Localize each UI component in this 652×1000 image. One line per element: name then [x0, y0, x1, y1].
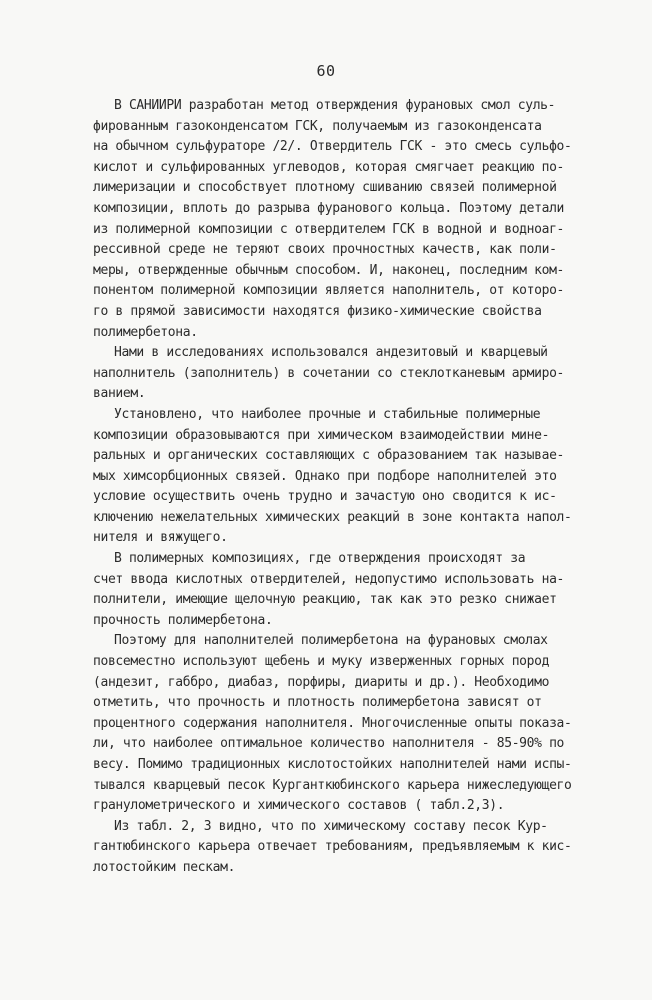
paragraph: [93, 405, 593, 549]
text-line: В САНИИРИ разработан метод отверждения фурановых смол суль-: [114, 98, 556, 113]
text-line: гантюбинского карьера отвечает требованиям, предъявляемым к кис-: [93, 839, 572, 855]
text-line: гранулометрического и химического составов ( табл.2,3).: [93, 798, 505, 814]
text-line: ли, что наиболее оптимальное количество наполнителя - 85-90% по: [93, 736, 565, 752]
text-line: композиции, вплоть до разрыва фуранового кольца. Поэтому детали: [93, 200, 565, 216]
text-line: кислот и сульфированных углеводов, которая смягчает реакцию по-: [93, 159, 565, 175]
body-text: [93, 96, 593, 879]
text-line: ральных и органических составляющих с образованием так называе-: [93, 448, 565, 464]
text-line: условие осуществить очень трудно и зачастую оно сводится к ис-: [93, 489, 557, 505]
text-line: го в прямой зависимости находятся физико-химические свойства: [93, 303, 542, 319]
text-line: повсеместно используют щебень и муку изверженных горных пород: [93, 654, 550, 670]
text-line: полимербетона.: [93, 324, 198, 340]
text-line: Установлено, что наиболее прочные и стабильные полимерные: [114, 406, 541, 422]
text-line: полнители, имеющие щелочную реакцию, так как это резко снижает: [93, 592, 557, 608]
text-line: мых химсорбционных связей. Однако при подборе наполнителей это: [93, 468, 557, 484]
text-line: меры, отвержденные обычным способом. И, наконец, последним ком-: [93, 262, 565, 278]
text-line: фированным газоконденсатом ГСК, получаемым из газоконденсата: [93, 118, 542, 134]
text-line: ванием.: [93, 386, 146, 402]
paragraph: [93, 96, 593, 343]
text-line: Поэтому для наполнителей полимербетона на фурановых смолах: [114, 633, 548, 649]
text-line: отметить, что прочность и плотность полимербетона зависят от: [93, 695, 542, 711]
text-line: наполнитель (заполнитель) в сочетании со стеклотканевым армиро-: [93, 365, 565, 381]
text-line: весу. Помимо традиционных кислотостойких наполнителей нами испы-: [93, 757, 572, 772]
paragraph: [93, 343, 593, 405]
paragraph: [93, 817, 593, 879]
text-line: тывался кварцевый песок Курганткюбинского карьера нижеследующего: [93, 777, 572, 793]
page-number: 60: [316, 62, 336, 80]
text-line: прочность полимербетона.: [93, 612, 273, 628]
text-line: ключению нежелательных химических реакций в зоне контакта напол-: [93, 509, 572, 525]
text-line: Нами в исследованиях использовался андезитовый и кварцевый: [114, 345, 548, 361]
text-line: процентного содержания наполнителя. Многочисленные опыты показа-: [93, 715, 572, 731]
text-line: композиции образовываются при химическом взаимодействии мине-: [93, 427, 550, 443]
text-line: рессивной среде не теряют своих прочностных качеств, как поли-: [93, 242, 557, 258]
text-line: на обычном сульфураторе /2/. Отвердитель ГСК - это смесь сульфо-: [93, 139, 572, 155]
text-line: лотостойким пескам.: [93, 859, 236, 875]
paragraph: [93, 631, 593, 816]
text-line: из полимерной композиции с отвердителем ГСК в водной и водноаг-: [93, 221, 565, 237]
text-line: нителя и вяжущего.: [93, 530, 228, 546]
text-line: В полимерных композициях, где отверждения происходят за: [114, 551, 526, 567]
text-line: лимеризации и способствует плотному сшиванию связей полимерной: [93, 180, 557, 196]
paragraph: [93, 549, 593, 631]
text-line: понентом полимерной композиции является наполнитель, от которо-: [93, 283, 565, 299]
text-line: (андезит, габбро, диабаз, порфиры, диариты и др.). Необходимо: [93, 674, 550, 690]
text-line: счет ввода кислотных отвердителей, недопустимо использовать на-: [93, 571, 565, 587]
text-line: Из табл. 2, 3 видно, что по химическому составу песок Кур-: [114, 818, 548, 834]
